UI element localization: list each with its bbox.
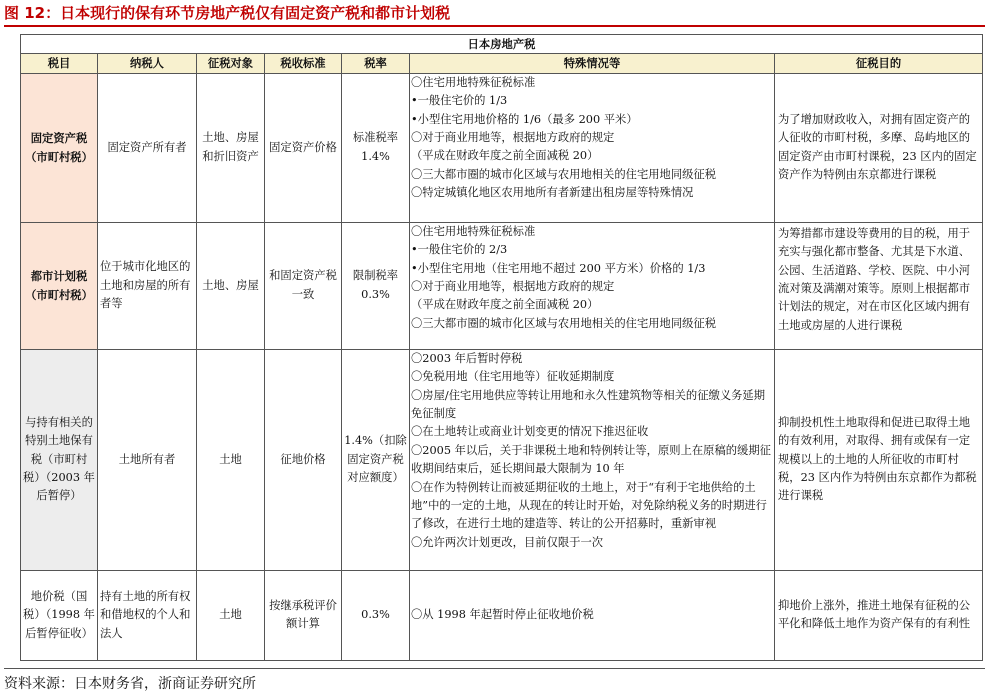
real-estate-tax-table — [20, 34, 983, 661]
feature-line: •一般住宅价的 1/3 — [411, 94, 508, 108]
feature-line: 〇特定城镇化地区农用地所有者新建出租房屋等特殊情况 — [411, 186, 694, 200]
tax-object-cell: 土地、房屋 — [197, 222, 265, 349]
tax-name-cell: 与持有相关的特别土地保有税（市町村税）（2003 年后暂停） — [21, 349, 98, 570]
header-purpose: 征税目的 — [775, 54, 983, 73]
tax-name-cell: 地价税（国税）（1998 年后暂停征收） — [21, 570, 98, 660]
bottom-divider — [4, 668, 985, 669]
tax-name-cell: 都市计划税（市町村税） — [21, 222, 98, 349]
tax-object-cell: 土地、房屋和折旧资产 — [197, 73, 265, 222]
feature-line: 〇对于商业用地等，根据地方政府的规定 — [411, 131, 615, 145]
feature-line: 〇住宅用地特殊征税标准 — [411, 224, 536, 238]
header-special-cases: 特殊情况等 — [410, 54, 775, 73]
source-note: 资料来源：日本财务省，浙商证券研究所 — [4, 676, 256, 692]
feature-line: 〇允许两次计划更改，目前仅限于一次 — [411, 535, 604, 549]
feature-line: （平成在财政年度之前全面减税 20） — [411, 298, 599, 312]
feature-line: 〇从 1998 年起暂时停止征收地价税 — [411, 608, 594, 622]
table-row — [21, 349, 983, 570]
feature-line: 〇在土地转让或商业计划变更的情况下推迟征收 — [411, 425, 649, 439]
special-cases-cell — [410, 349, 775, 570]
tax-standard-cell: 和固定资产税一致 — [265, 222, 342, 349]
feature-line: 〇三大都市圈的城市化区域与农用地相关的住宅用地同级征税 — [411, 167, 717, 181]
table-title: 日本房地产税 — [21, 35, 983, 54]
table-row — [21, 570, 983, 660]
tax-object-cell: 土地 — [197, 570, 265, 660]
tax-rate-cell: 0.3% — [342, 570, 410, 660]
tax-rate-cell: 限制税率 0.3% — [342, 222, 410, 349]
header-tax-object: 征税对象 — [197, 54, 265, 73]
header-tax-item: 税目 — [21, 54, 98, 73]
tax-object-cell: 土地 — [197, 349, 265, 570]
tax-standard-cell: 按继承税评价额计算 — [265, 570, 342, 660]
feature-line: 〇房屋/住宅用地供应等转让用地和永久性建筑物等相关的征缴义务延期免征制度 — [411, 388, 766, 421]
feature-line: •一般住宅价的 2/3 — [411, 243, 508, 257]
feature-line: •小型住宅用地（住宅用地不超过 200 平方米）价格的 1/3 — [411, 261, 706, 275]
taxpayer-cell: 持有土地的所有权和借地权的个人和法人 — [98, 570, 197, 660]
figure-title: 图 12：日本现行的保有环节房地产税仅有固定资产税和都市计划税 — [4, 4, 451, 22]
feature-line: 〇对于商业用地等，根据地方政府的规定 — [411, 280, 615, 294]
tax-name-cell: 固定资产税（市町村税） — [21, 73, 98, 222]
purpose-cell: 为了增加财政收入，对拥有固定资产的人征收的市町村税，多摩、岛屿地区的固定资产由市町村课税，23 区内的固定资产作为特例由东京都进行课税 — [775, 73, 983, 222]
purpose-cell: 抑制投机性土地取得和促进已取得土地的有效利用，对取得、拥有或保有一定规模以上的土地的人所征收的市町村税，23 区内作为特例由东京都作为都税进行课税 — [775, 349, 983, 570]
feature-line: 〇在作为特例转让而被延期征收的土地上，对于“有利于宅地供给的土地”中的一定的土地，从现在的转让时开始，对免除纳税义务的时期进行了修改，在进行土地的建造等、转让的公开招募时，重新审视 — [411, 480, 767, 531]
feature-line: 〇2005 年以后，关于非课税土地和特例转让等，原则上在原稿的缓期征收期间结束后，延长期间最大限制为 10 年 — [411, 443, 771, 476]
tax-standard-cell: 征地价格 — [265, 349, 342, 570]
feature-line: •小型住宅用地价格的 1/6（最多 200 平米） — [411, 112, 638, 126]
feature-line: 〇2003 年后暂时停税 — [411, 351, 523, 365]
header-row — [21, 54, 983, 73]
table-row — [21, 222, 983, 349]
special-cases-cell — [410, 570, 775, 660]
title-divider — [4, 25, 985, 27]
purpose-cell: 为筹措都市建设等费用的目的税，用于充实与强化都市整备、尤其是下水道、公园、生活道路、学校、医院、中小河流对策及满潮对策等。原则上根据都市计划法的规定，对在市区化区域内拥有土地或房屋的人进行课税 — [775, 222, 983, 349]
taxpayer-cell: 土地所有者 — [98, 349, 197, 570]
special-cases-cell — [410, 73, 775, 222]
tax-standard-cell: 固定资产价格 — [265, 73, 342, 222]
feature-line: 〇三大都市圈的城市化区域与农用地相关的住宅用地同级征税 — [411, 316, 717, 330]
feature-line: （平成在财政年度之前全面减税 20） — [411, 149, 599, 163]
purpose-cell: 抑地价上涨外，推进土地保有征税的公平化和降低土地作为资产保有的有利性 — [775, 570, 983, 660]
taxpayer-cell: 位于城市化地区的土地和房屋的所有者等 — [98, 222, 197, 349]
header-taxpayer: 纳税人 — [98, 54, 197, 73]
tax-rate-cell: 标准税率 1.4% — [342, 73, 410, 222]
header-tax-standard: 税收标准 — [265, 54, 342, 73]
feature-line: 〇住宅用地特殊征税标准 — [411, 75, 536, 89]
tax-rate-cell: 1.4%（扣除固定资产税对应额度） — [342, 349, 410, 570]
special-cases-cell — [410, 222, 775, 349]
table-row — [21, 73, 983, 222]
feature-line: 〇免税用地（住宅用地等）征收延期制度 — [411, 370, 615, 384]
taxpayer-cell: 固定资产所有者 — [98, 73, 197, 222]
header-tax-rate: 税率 — [342, 54, 410, 73]
